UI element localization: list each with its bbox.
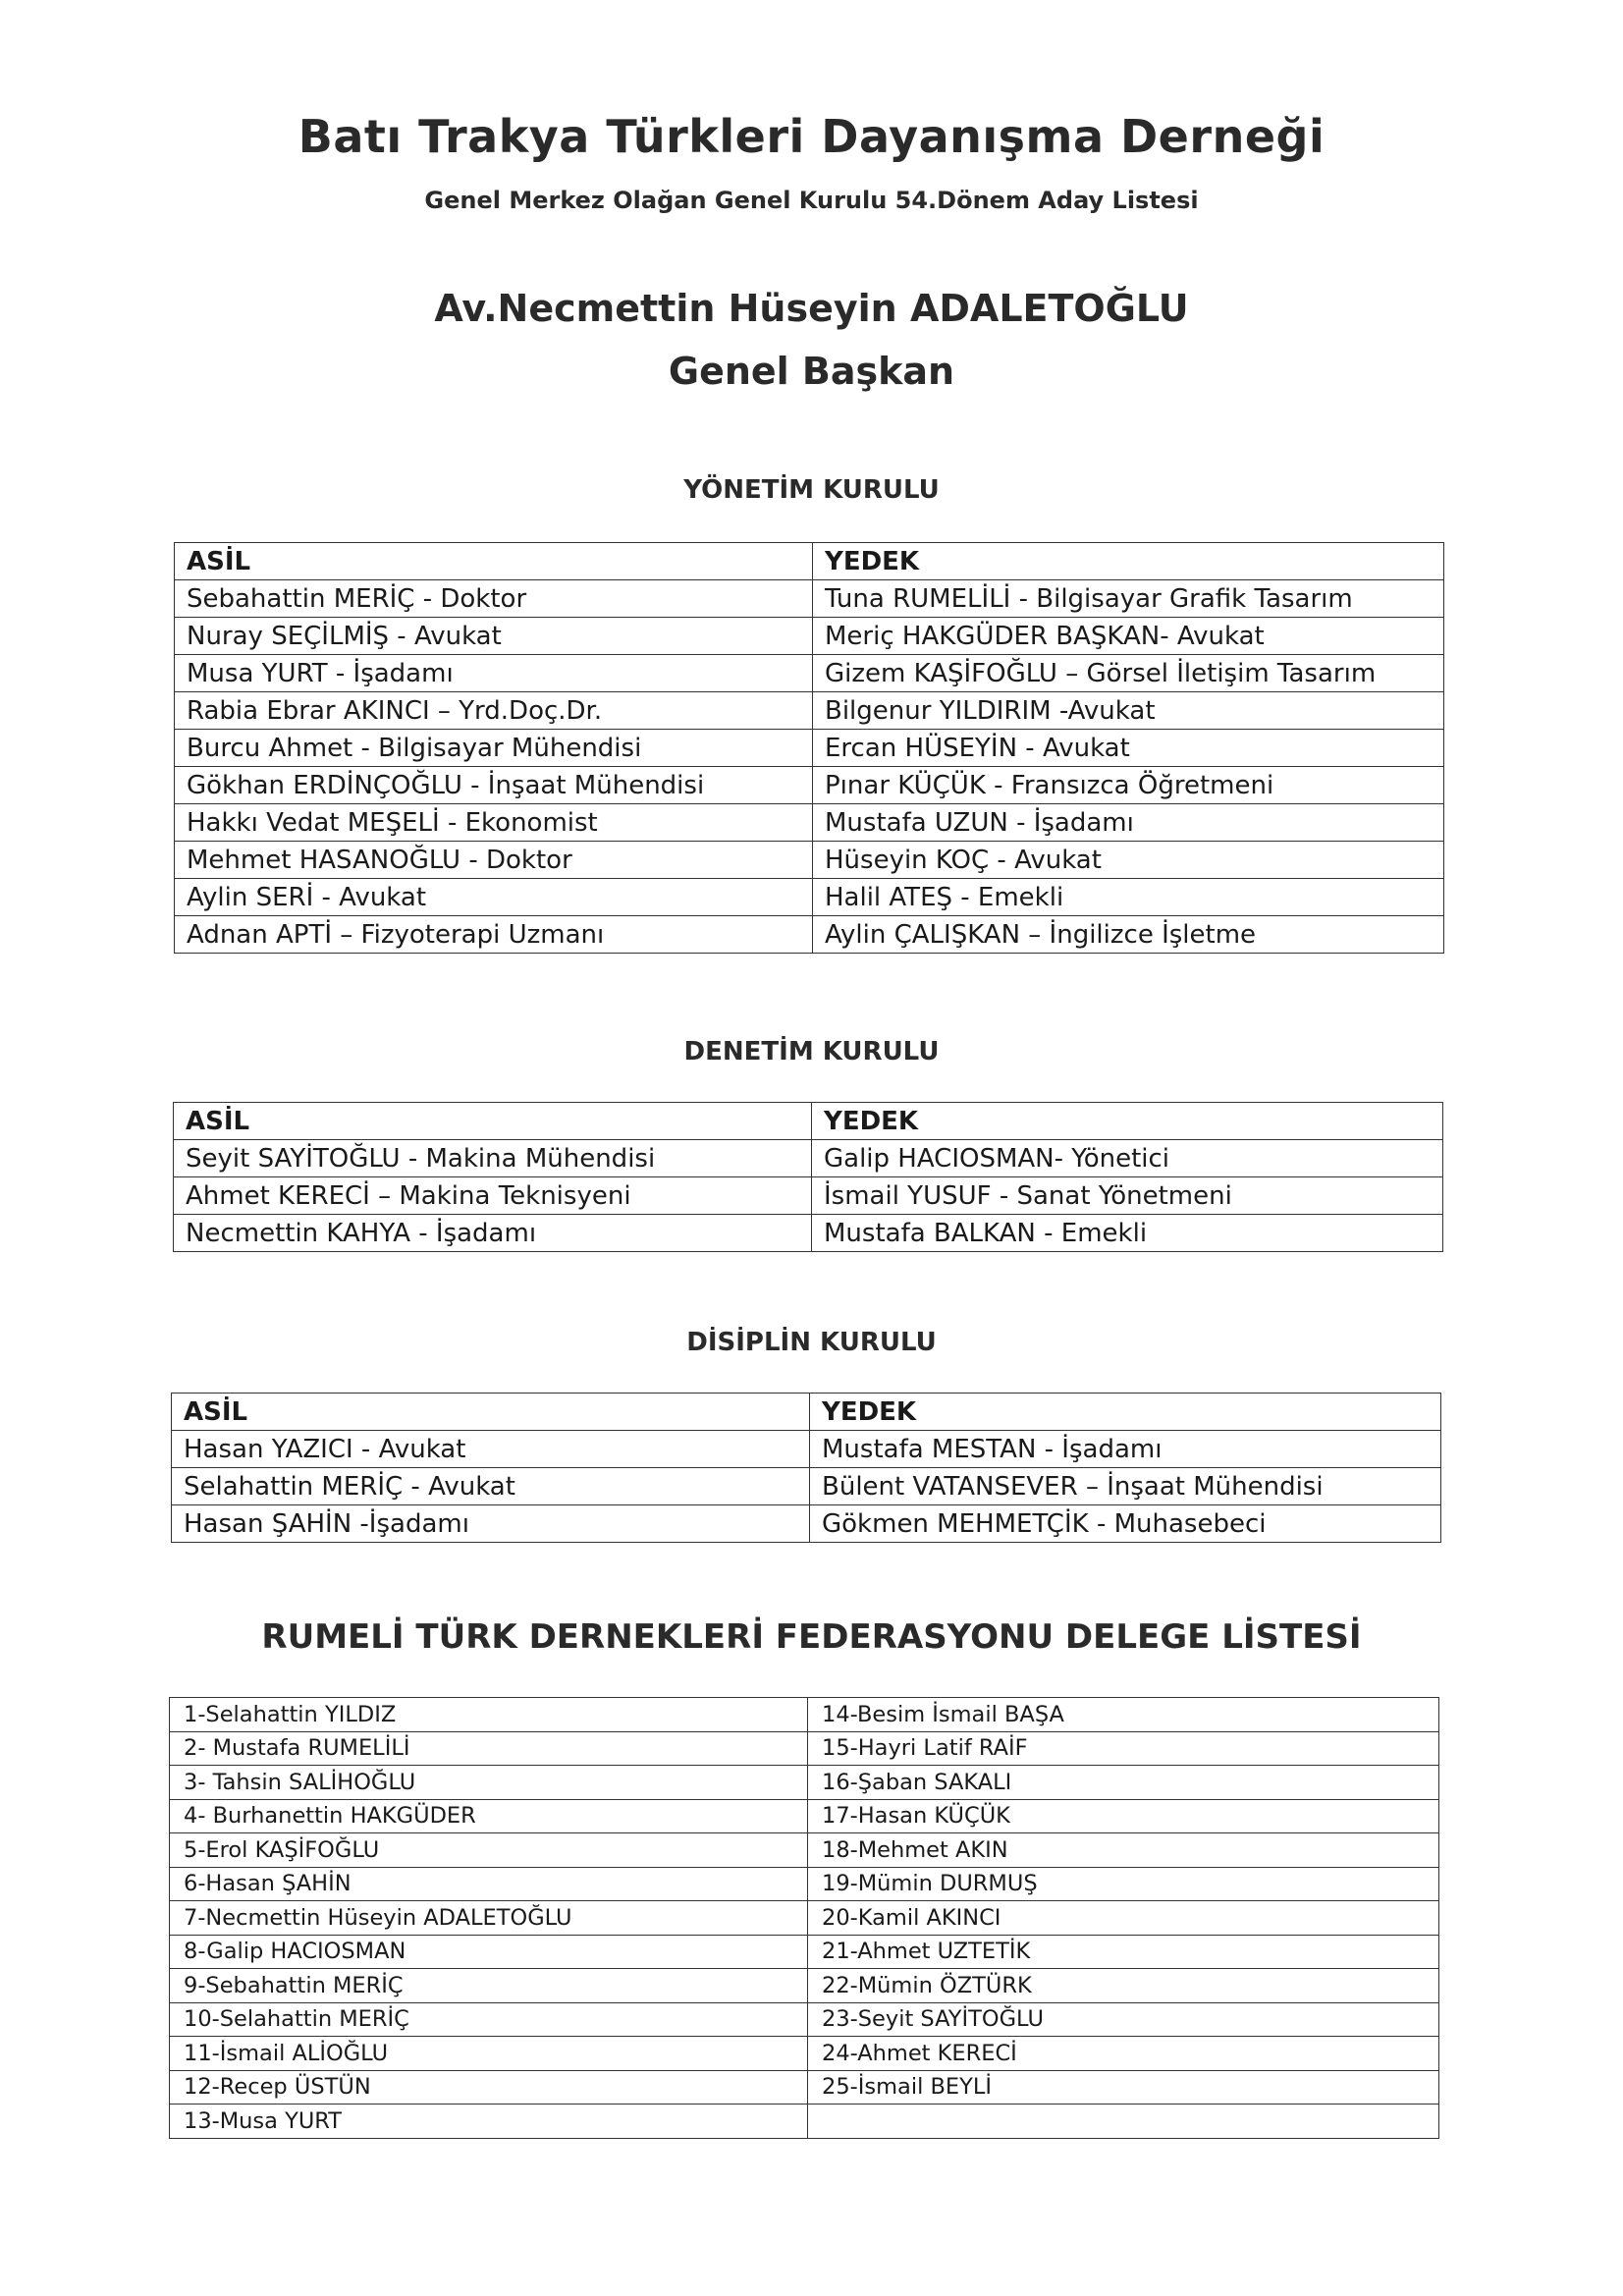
table-header-row: [174, 1103, 1443, 1140]
table-row: [170, 2002, 1439, 2037]
association-title: Batı Trakya Türkleri Dayanışma Derneği: [298, 110, 1325, 163]
table-row: [175, 767, 1444, 804]
yedek-cell: Galip HACIOSMAN- Yönetici: [812, 1140, 1443, 1177]
asil-header: ASİL: [172, 1394, 810, 1431]
document-subtitle: Genel Merkez Olağan Genel Kurulu 54.Dönem Aday Listesi: [424, 187, 1199, 214]
president-role: Genel Başkan: [668, 350, 955, 393]
table-row: [170, 1833, 1439, 1868]
asil-cell: Seyit SAYİTOĞLU - Makina Mühendisi: [174, 1140, 812, 1177]
delegate-right-cell: 25-İsmail BEYLİ: [808, 2070, 1439, 2105]
delegate-right-cell: 21-Ahmet UZTETİK: [808, 1935, 1439, 1969]
yedek-cell: Meriç HAKGÜDER BAŞKAN- Avukat: [813, 618, 1444, 655]
yedek-cell: İsmail YUSUF - Sanat Yönetmeni: [812, 1177, 1443, 1215]
asil-cell: Sebahattin MERİÇ - Doktor: [175, 580, 813, 618]
delegate-left-cell: 11-İsmail ALİOĞLU: [170, 2037, 808, 2071]
asil-cell: Ahmet KERECİ – Makina Teknisyeni: [174, 1177, 812, 1215]
yedek-cell: Hüseyin KOÇ - Avukat: [813, 842, 1444, 879]
table-row: [170, 1698, 1439, 1732]
delegate-right-cell: 23-Seyit SAYİTOĞLU: [808, 2002, 1439, 2037]
table-row: [175, 692, 1444, 730]
table-row: [170, 1867, 1439, 1901]
yedek-cell: Mustafa MESTAN - İşadamı: [810, 1431, 1441, 1468]
table-row: [170, 1731, 1439, 1766]
asil-cell: Adnan APTİ – Fizyoterapi Uzmanı: [175, 916, 813, 954]
yedek-cell: Aylin ÇALIŞKAN – İngilizce İşletme: [813, 916, 1444, 954]
delegate-left-cell: 7-Necmettin Hüseyin ADALETOĞLU: [170, 1901, 808, 1936]
delegate-left-cell: 9-Sebahattin MERİÇ: [170, 1969, 808, 2003]
table-row: [175, 804, 1444, 842]
table-row: [174, 1215, 1443, 1252]
delegate-right-cell: 17-Hasan KÜÇÜK: [808, 1799, 1439, 1833]
yedek-cell: Gizem KAŞİFOĞLU – Görsel İletişim Tasarım: [813, 655, 1444, 692]
table-row: [170, 1799, 1439, 1833]
table-row: [174, 1140, 1443, 1177]
table-row: [175, 730, 1444, 767]
table-header-row: [175, 543, 1444, 580]
table-row: [170, 2105, 1439, 2139]
yedek-cell: Halil ATEŞ - Emekli: [813, 879, 1444, 916]
yedek-cell: Bülent VATANSEVER – İnşaat Mühendisi: [810, 1468, 1441, 1505]
table-row: [175, 618, 1444, 655]
yedek-cell: Mustafa BALKAN - Emekli: [812, 1215, 1443, 1252]
yedek-cell: Pınar KÜÇÜK - Fransızca Öğretmeni: [813, 767, 1444, 804]
table-row: [170, 2070, 1439, 2105]
asil-cell: Rabia Ebrar AKINCI – Yrd.Doç.Dr.: [175, 692, 813, 730]
delegate-left-cell: 1-Selahattin YILDIZ: [170, 1698, 808, 1732]
yedek-header: YEDEK: [810, 1394, 1441, 1431]
table-row: [175, 842, 1444, 879]
delegate-left-cell: 6-Hasan ŞAHİN: [170, 1867, 808, 1901]
delegate-right-cell: 15-Hayri Latif RAİF: [808, 1731, 1439, 1766]
president-name: Av.Necmettin Hüseyin ADALETOĞLU: [434, 287, 1189, 330]
delegate-right-cell: 22-Mümin ÖZTÜRK: [808, 1969, 1439, 2003]
delegate-right-cell: 20-Kamil AKINCI: [808, 1901, 1439, 1936]
table-row: [175, 916, 1444, 954]
asil-cell: Nuray SEÇİLMİŞ - Avukat: [175, 618, 813, 655]
yedek-cell: Bilgenur YILDIRIM -Avukat: [813, 692, 1444, 730]
asil-header: ASİL: [174, 1103, 812, 1140]
asil-cell: Mehmet HASANOĞLU - Doktor: [175, 842, 813, 879]
table-row: [175, 879, 1444, 916]
table-row: [170, 1901, 1439, 1936]
asil-cell: Musa YURT - İşadamı: [175, 655, 813, 692]
table-row: [170, 1935, 1439, 1969]
delegate-left-cell: 4- Burhanettin HAKGÜDER: [170, 1799, 808, 1833]
denetim-heading: DENETİM KURULU: [683, 1037, 940, 1066]
delege-table: [169, 1697, 1439, 2139]
table-row: [172, 1431, 1441, 1468]
delegate-left-cell: 5-Erol KAŞİFOĞLU: [170, 1833, 808, 1868]
table-row: [175, 655, 1444, 692]
yedek-header: YEDEK: [812, 1103, 1443, 1140]
asil-cell: Hasan YAZICI - Avukat: [172, 1431, 810, 1468]
asil-cell: Selahattin MERİÇ - Avukat: [172, 1468, 810, 1505]
table-row: [174, 1177, 1443, 1215]
delegate-left-cell: 8-Galip HACIOSMAN: [170, 1935, 808, 1969]
yonetim-table: [174, 542, 1444, 954]
table-row: [170, 1969, 1439, 2003]
delegate-left-cell: 12-Recep ÜSTÜN: [170, 2070, 808, 2105]
disiplin-heading: DİSİPLİN KURULU: [686, 1328, 937, 1357]
asil-header: ASİL: [175, 543, 813, 580]
delegate-right-cell: 14-Besim İsmail BAŞA: [808, 1698, 1439, 1732]
table-header-row: [172, 1394, 1441, 1431]
table-row: [172, 1468, 1441, 1505]
delegate-left-cell: 2- Mustafa RUMELİLİ: [170, 1731, 808, 1766]
asil-cell: Aylin SERİ - Avukat: [175, 879, 813, 916]
delegate-right-cell: 24-Ahmet KERECİ: [808, 2037, 1439, 2071]
table-row: [175, 580, 1444, 618]
yedek-cell: Gökmen MEHMETÇİK - Muhasebeci: [810, 1505, 1441, 1543]
asil-cell: Burcu Ahmet - Bilgisayar Mühendisi: [175, 730, 813, 767]
yedek-cell: Mustafa UZUN - İşadamı: [813, 804, 1444, 842]
delege-heading: RUMELİ TÜRK DERNEKLERİ FEDERASYONU DELEGE LİSTESİ: [261, 1617, 1362, 1657]
denetim-table: [173, 1102, 1443, 1252]
table-row: [170, 1766, 1439, 1800]
delegate-left-cell: 3- Tahsin SALİHOĞLU: [170, 1766, 808, 1800]
disiplin-table: [171, 1393, 1441, 1543]
delegate-right-cell: 19-Mümin DURMUŞ: [808, 1867, 1439, 1901]
asil-cell: Hakkı Vedat MEŞELİ - Ekonomist: [175, 804, 813, 842]
delegate-right-cell: 16-Şaban SAKALI: [808, 1766, 1439, 1800]
table-row: [170, 2037, 1439, 2071]
yedek-header: YEDEK: [813, 543, 1444, 580]
yonetim-heading: YÖNETİM KURULU: [683, 475, 940, 505]
asil-cell: Hasan ŞAHİN -İşadamı: [172, 1505, 810, 1543]
table-row: [172, 1505, 1441, 1543]
asil-cell: Necmettin KAHYA - İşadamı: [174, 1215, 812, 1252]
asil-cell: Gökhan ERDİNÇOĞLU - İnşaat Mühendisi: [175, 767, 813, 804]
yedek-cell: Tuna RUMELİLİ - Bilgisayar Grafik Tasarım: [813, 580, 1444, 618]
delegate-right-cell: [808, 2105, 1439, 2139]
delegate-right-cell: 18-Mehmet AKIN: [808, 1833, 1439, 1868]
delegate-left-cell: 13-Musa YURT: [170, 2105, 808, 2139]
yedek-cell: Ercan HÜSEYİN - Avukat: [813, 730, 1444, 767]
delegate-left-cell: 10-Selahattin MERİÇ: [170, 2002, 808, 2037]
